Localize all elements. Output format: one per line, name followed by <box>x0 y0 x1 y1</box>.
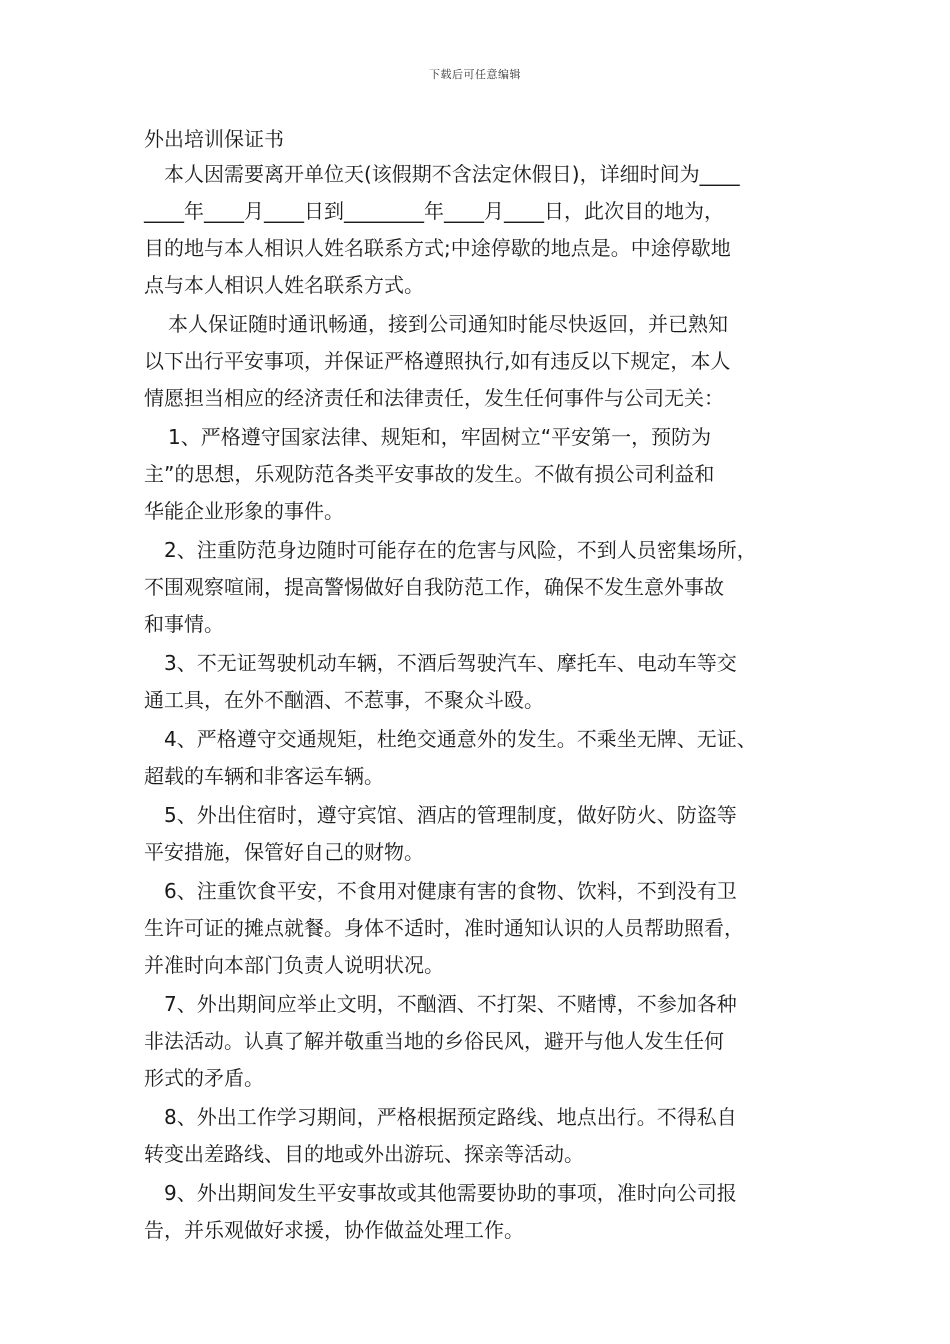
rule-item-2 <box>144 532 816 643</box>
text-line: 8、外出工作学习期间，严格根据预定路线、地点出行。不得私自 <box>164 1105 737 1129</box>
text-line: 通工具，在外不酗酒、不惹事，不聚众斗殴。 <box>144 688 544 712</box>
rule-item-5 <box>144 797 816 871</box>
text-line: 2、注重防范身边随时可能存在的危害与风险，不到人员密集场所， <box>164 538 757 562</box>
text-line: 3、不无证驾驶机动车辆，不酒后驾驶汽车、摩托车、电动车等交 <box>164 651 737 675</box>
text-line: 超载的车辆和非客运车辆。 <box>144 764 384 788</box>
text-line: 并准时向本部门负责人说明状况。 <box>144 953 444 977</box>
text-line: 以下出行平安事项，并保证严格遵照执行,如有违反以下规定，本人 <box>144 349 731 373</box>
paragraph-pledge <box>144 306 816 417</box>
text-line: 目的地与本人相识人姓名联系方式;中途停歇的地点是。中途停歇地 <box>144 236 731 260</box>
text-line: 非法活动。认真了解并敬重当地的乡俗民风，避开与他人发生任何 <box>144 1029 724 1053</box>
text-line: 6、注重饮食平安，不食用对健康有害的食物、饮料，不到没有卫 <box>164 879 737 903</box>
text-line: 告，并乐观做好求援，协作做益处理工作。 <box>144 1218 524 1242</box>
text-line: 转变出差路线、目的地或外出游玩、探亲等活动。 <box>144 1142 584 1166</box>
rule-item-9 <box>144 1175 816 1249</box>
text-line: 点与本人相识人姓名联系方式。 <box>144 273 424 297</box>
text-line: 情愿担当相应的经济责任和法律责任，发生任何事件与公司无关： <box>144 386 724 410</box>
text-line: 4、严格遵守交通规矩，杜绝交通意外的发生。不乘坐无牌、无证、 <box>164 727 757 751</box>
rule-item-3 <box>144 645 816 719</box>
text-line: 7、外出期间应举止文明，不酗酒、不打架、不赌博，不参加各种 <box>164 992 737 1016</box>
text-line: 生许可证的摊点就餐。身体不适时，准时通知认识的人员帮助照看， <box>144 916 744 940</box>
page-header: 下载后可任意编辑 <box>429 68 521 81</box>
text-line: 1、严格遵守国家法律、规矩和，牢固树立“平安第一，预防为 <box>168 425 712 449</box>
rule-item-8 <box>144 1099 816 1173</box>
text-line: 9、外出期间发生平安事故或其他需要协助的事项，准时向公司报 <box>164 1181 737 1205</box>
text-line: 华能企业形象的事件。 <box>144 499 344 523</box>
rule-item-4 <box>144 721 816 795</box>
text-line: 和事情。 <box>144 612 224 636</box>
text-line: 形式的矛盾。 <box>144 1066 264 1090</box>
paragraph-intro <box>144 156 816 304</box>
rule-item-1 <box>144 419 816 530</box>
text-line: 5、外出住宿时，遵守宾馆、酒店的管理制度，做好防火、防盗等 <box>164 803 737 827</box>
text-line: ____年____月____日到________年____月____日，此次目的地为， <box>144 199 724 223</box>
rule-item-7 <box>144 986 816 1097</box>
document-title: 外出培训保证书 <box>144 127 284 151</box>
text-line: 不围观察喧闹，提高警惕做好自我防范工作，确保不发生意外事故 <box>144 575 724 599</box>
text-line: 主”的思想，乐观防范各类平安事故的发生。不做有损公司利益和 <box>144 462 715 486</box>
text-line: 本人因需要离开单位天(该假期不含法定休假日)，详细时间为____ <box>164 162 740 186</box>
text-line: 本人保证随时通讯畅通，接到公司通知时能尽快返回，并已熟知 <box>168 312 728 336</box>
text-line: 平安措施，保管好自己的财物。 <box>144 840 424 864</box>
rule-item-6 <box>144 873 816 984</box>
document-body <box>144 124 816 1249</box>
